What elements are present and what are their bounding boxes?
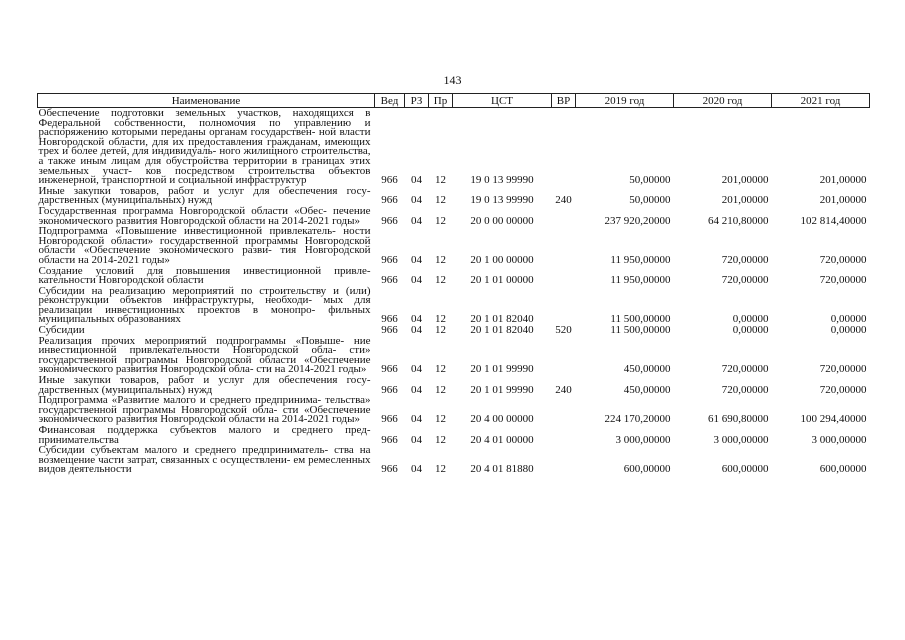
cell-2020: 201,00000 [721, 194, 769, 207]
cell-pr: 12 [435, 313, 446, 326]
cell-pr: 12 [435, 324, 446, 337]
cell-2019: 3 000,00000 [615, 433, 671, 446]
table-row [38, 186, 870, 206]
cell-name-line: ков посредством строительства объектов инженерной, [38, 164, 371, 187]
table-body [38, 108, 870, 475]
cell-vr [552, 266, 576, 286]
table-row [38, 206, 870, 226]
cell-vr [552, 445, 576, 475]
cell-ved: 966 [381, 433, 398, 446]
cell-name [38, 445, 375, 475]
cell-2021: 720,00000 [819, 363, 867, 376]
cell-name-line: Подпрограмма «Развитие малого и среднего предпринима- [38, 394, 322, 407]
cell-vr [552, 206, 576, 226]
cell-name [38, 108, 375, 186]
cell-vr: 240 [555, 383, 572, 396]
cell-2020: 720,00000 [721, 253, 769, 266]
cell-2021: 720,00000 [819, 253, 867, 266]
cell-vr [552, 286, 576, 325]
cell-cst: 20 1 01 82040 [470, 313, 534, 326]
cell-name-line: тия Новгородской области на 2014-2021 годы» [38, 244, 371, 266]
cell-2020: 61 690,80000 [708, 413, 769, 426]
cell-rz: 04 [411, 433, 422, 446]
cell-name [38, 186, 375, 206]
cell-2021: 0,00000 [830, 324, 867, 337]
cell-name [38, 336, 375, 375]
cell-ved: 966 [381, 324, 398, 337]
cell-2019: 600,00000 [623, 463, 671, 476]
cell-name-line: ем ремесленных видов деятельности [38, 453, 371, 476]
cell-2020: 64 210,80000 [708, 214, 769, 227]
cell-ved: 966 [381, 383, 398, 396]
cell-2019: 450,00000 [623, 383, 671, 396]
cell-name-line: области на 2014-2021 годы» [228, 413, 361, 426]
table-row [38, 445, 870, 475]
cell-cst: 20 1 01 99990 [470, 363, 534, 376]
cell-rz: 04 [411, 194, 422, 207]
cell-name-line: Иные закупки товаров, работ и услуг для обеспечения госу- [38, 374, 371, 387]
cell-name-line: дарственных (муниципальных) нужд [38, 194, 213, 207]
cell-2021: 720,00000 [819, 383, 867, 396]
cell-name-line: ние инвестиционной привлекательности Новгородской обла- [38, 334, 371, 357]
cell-name [38, 206, 375, 226]
cell-cst: 20 1 01 00000 [470, 274, 534, 287]
cell-pr: 12 [435, 383, 446, 396]
cell-name-line: Субсидии субъектам малого и среднего предприниматель- [38, 444, 329, 457]
cell-name-line: принимательства [38, 433, 119, 446]
cell-name-line: Субсидии на реализацию мероприятий по строительству и [38, 284, 339, 297]
cell-vr [552, 425, 576, 445]
cell-name [38, 266, 375, 286]
cell-pr: 12 [435, 463, 446, 476]
cell-ved: 966 [381, 274, 398, 287]
cell-name [38, 395, 375, 425]
cell-name-line: в Федеральной собственности, полномочия по управлению и [38, 107, 371, 129]
header-rz: РЗ [405, 94, 429, 108]
cell-cst: 20 1 01 99990 [470, 383, 534, 396]
cell-2019: 450,00000 [623, 363, 671, 376]
cell-cst: 19 0 13 99990 [470, 174, 534, 187]
cell-name [38, 375, 375, 395]
cell-name-line: обустройства территории в границах этих земельных участ- [38, 154, 371, 177]
cell-2020: 720,00000 [721, 363, 769, 376]
cell-name-line: распоряжению которыми переданы органам государствен- [38, 126, 316, 139]
cell-rz: 04 [411, 313, 422, 326]
cell-pr: 12 [435, 174, 446, 187]
cell-pr: 12 [435, 194, 446, 207]
header-ved: Вед [375, 94, 405, 108]
cell-name-line: Государственная программа Новгородской области «Обес- [38, 204, 327, 217]
cell-pr: 12 [435, 214, 446, 227]
table-row [38, 286, 870, 325]
cell-vr: 520 [555, 324, 572, 337]
cell-name-line: печение экономического развития Новгородской области на [38, 204, 371, 227]
cell-name-line: Подпрограмма «Повышение инвестиционной привлекатель- [38, 225, 336, 238]
cell-ved: 966 [381, 313, 398, 326]
cell-name-line: сти на 2014-2021 годы» [256, 363, 367, 376]
cell-ved: 966 [381, 214, 398, 227]
cell-2019: 11 500,00000 [610, 324, 671, 337]
header-cst: ЦСТ [453, 94, 552, 108]
cell-vr: 240 [555, 194, 572, 207]
header-2021: 2021 год [772, 94, 870, 108]
cell-ved: 966 [381, 413, 398, 426]
cell-rz: 04 [411, 274, 422, 287]
budget-table [37, 93, 870, 475]
cell-name-line: Финансовая поддержка субъектов малого и среднего пред- [38, 424, 371, 436]
cell-name-line: мых для реализации инвестиционных проектов в монопро- [38, 294, 371, 316]
cell-ved: 966 [381, 463, 398, 476]
cell-name-line: фильных муниципальных образованиях [38, 303, 371, 326]
table-row [38, 425, 870, 445]
cell-cst: 20 4 01 00000 [470, 433, 534, 446]
cell-ved: 966 [381, 194, 398, 207]
header-vr: ВР [552, 94, 576, 108]
cell-2019: 11 950,00000 [610, 274, 671, 287]
table-header-row [38, 94, 870, 108]
cell-rz: 04 [411, 174, 422, 187]
cell-cst: 20 1 01 82040 [470, 324, 534, 337]
cell-rz: 04 [411, 383, 422, 396]
cell-name-line: Обеспечение подготовки земельных участков, находящихся [38, 107, 354, 119]
table-row [38, 336, 870, 375]
cell-2019: 11 950,00000 [610, 253, 671, 266]
cell-2021: 201,00000 [819, 194, 867, 207]
table-row [38, 266, 870, 286]
cell-name-line: Новгородской области «Обеспечение экономического разви- [38, 234, 371, 257]
cell-ved: 966 [381, 363, 398, 376]
cell-cst: 20 1 00 00000 [470, 253, 534, 266]
cell-ved: 966 [381, 174, 398, 187]
cell-name [38, 286, 375, 325]
cell-2021: 600,00000 [819, 463, 867, 476]
cell-rz: 04 [411, 324, 422, 337]
cell-2019: 11 500,00000 [610, 313, 671, 326]
table-row [38, 226, 870, 265]
cell-name-line: «Обеспечение экономического развития Новгородской обла- [38, 353, 371, 376]
cell-2021: 201,00000 [819, 174, 867, 187]
cell-pr: 12 [435, 413, 446, 426]
cell-name-line: Создание условий для повышения инвестиционной привле- [38, 264, 371, 277]
cell-2020: 720,00000 [721, 383, 769, 396]
cell-name-line: дарственных (муниципальных) нужд [38, 383, 213, 396]
table-row [38, 108, 870, 186]
cell-2020: 201,00000 [721, 174, 769, 187]
table-row [38, 375, 870, 395]
cell-vr [552, 395, 576, 425]
cell-rz: 04 [411, 214, 422, 227]
cell-rz: 04 [411, 253, 422, 266]
header-name: Наименование [38, 94, 375, 108]
cell-rz: 04 [411, 363, 422, 376]
cell-rz: 04 [411, 413, 422, 426]
cell-2019: 50,00000 [629, 194, 671, 207]
cell-2020: 720,00000 [721, 274, 769, 287]
cell-rz: 04 [411, 463, 422, 476]
cell-ved: 966 [381, 253, 398, 266]
cell-name-line: транспортной и социальной инфраструктур [101, 174, 307, 187]
cell-cst: 19 0 13 99990 [470, 194, 534, 207]
cell-2019: 50,00000 [629, 174, 671, 187]
cell-2020: 0,00000 [732, 324, 769, 337]
cell-name-line: ного жилищного строительства, а также иным лицам для [38, 145, 371, 167]
page-number: 143 [443, 73, 462, 87]
cell-2019: 224 170,20000 [604, 413, 671, 426]
cell-cst: 20 0 00 00000 [470, 214, 534, 227]
cell-name-line: 2014-2021 годы» [281, 214, 361, 227]
cell-name-line: гражданам, имеющих трех и более детей, для индивидуаль- [38, 135, 371, 158]
cell-name-line: ной власти Новгородской области, для их предоставления [38, 126, 371, 148]
header-pr: Пр [429, 94, 453, 108]
table-row [38, 395, 870, 425]
header-2020: 2020 год [674, 94, 772, 108]
cell-pr: 12 [435, 363, 446, 376]
cell-2020: 600,00000 [721, 463, 769, 476]
cell-name-line: сти» государственной программы Новгородской области [38, 344, 371, 366]
cell-name-line: (или) реконструкции объектов инфраструктуры, необходи- [38, 284, 371, 307]
cell-vr [552, 336, 576, 375]
cell-name [38, 226, 375, 265]
cell-2020: 0,00000 [732, 313, 769, 326]
cell-2021: 3 000,00000 [811, 433, 867, 446]
cell-2019: 237 920,20000 [604, 214, 671, 227]
cell-2021: 100 294,40000 [800, 413, 867, 426]
cell-pr: 12 [435, 253, 446, 266]
cell-cst: 20 4 01 81880 [470, 463, 534, 476]
cell-name-line: Субсидии [38, 324, 85, 337]
cell-cst: 20 4 00 00000 [470, 413, 534, 426]
cell-name-line: тельства» государственной программы Новгородской обла- [38, 394, 371, 416]
cell-vr [552, 108, 576, 186]
cell-2021: 0,00000 [830, 313, 867, 326]
cell-2020: 3 000,00000 [713, 433, 769, 446]
cell-name-line: Иные закупки товаров, работ и услуг для обеспечения госу- [38, 184, 371, 197]
cell-name [38, 425, 375, 445]
cell-name-line: ства на возмещение части затрат, связанных с осуществлени- [38, 444, 371, 466]
cell-name-line: Реализация прочих мероприятий подпрограммы «Повыше- [38, 334, 345, 347]
cell-vr [552, 226, 576, 265]
cell-pr: 12 [435, 433, 446, 446]
cell-2021: 102 814,40000 [800, 214, 867, 227]
cell-name-line: кательности Новгородской области [38, 274, 204, 287]
cell-pr: 12 [435, 274, 446, 287]
cell-2021: 720,00000 [819, 274, 867, 287]
cell-name-line: ности Новгородской области» государственной программы [38, 225, 371, 247]
header-2019: 2019 год [576, 94, 674, 108]
cell-name-line: сти «Обеспечение экономического развития Новгородской [38, 403, 371, 426]
